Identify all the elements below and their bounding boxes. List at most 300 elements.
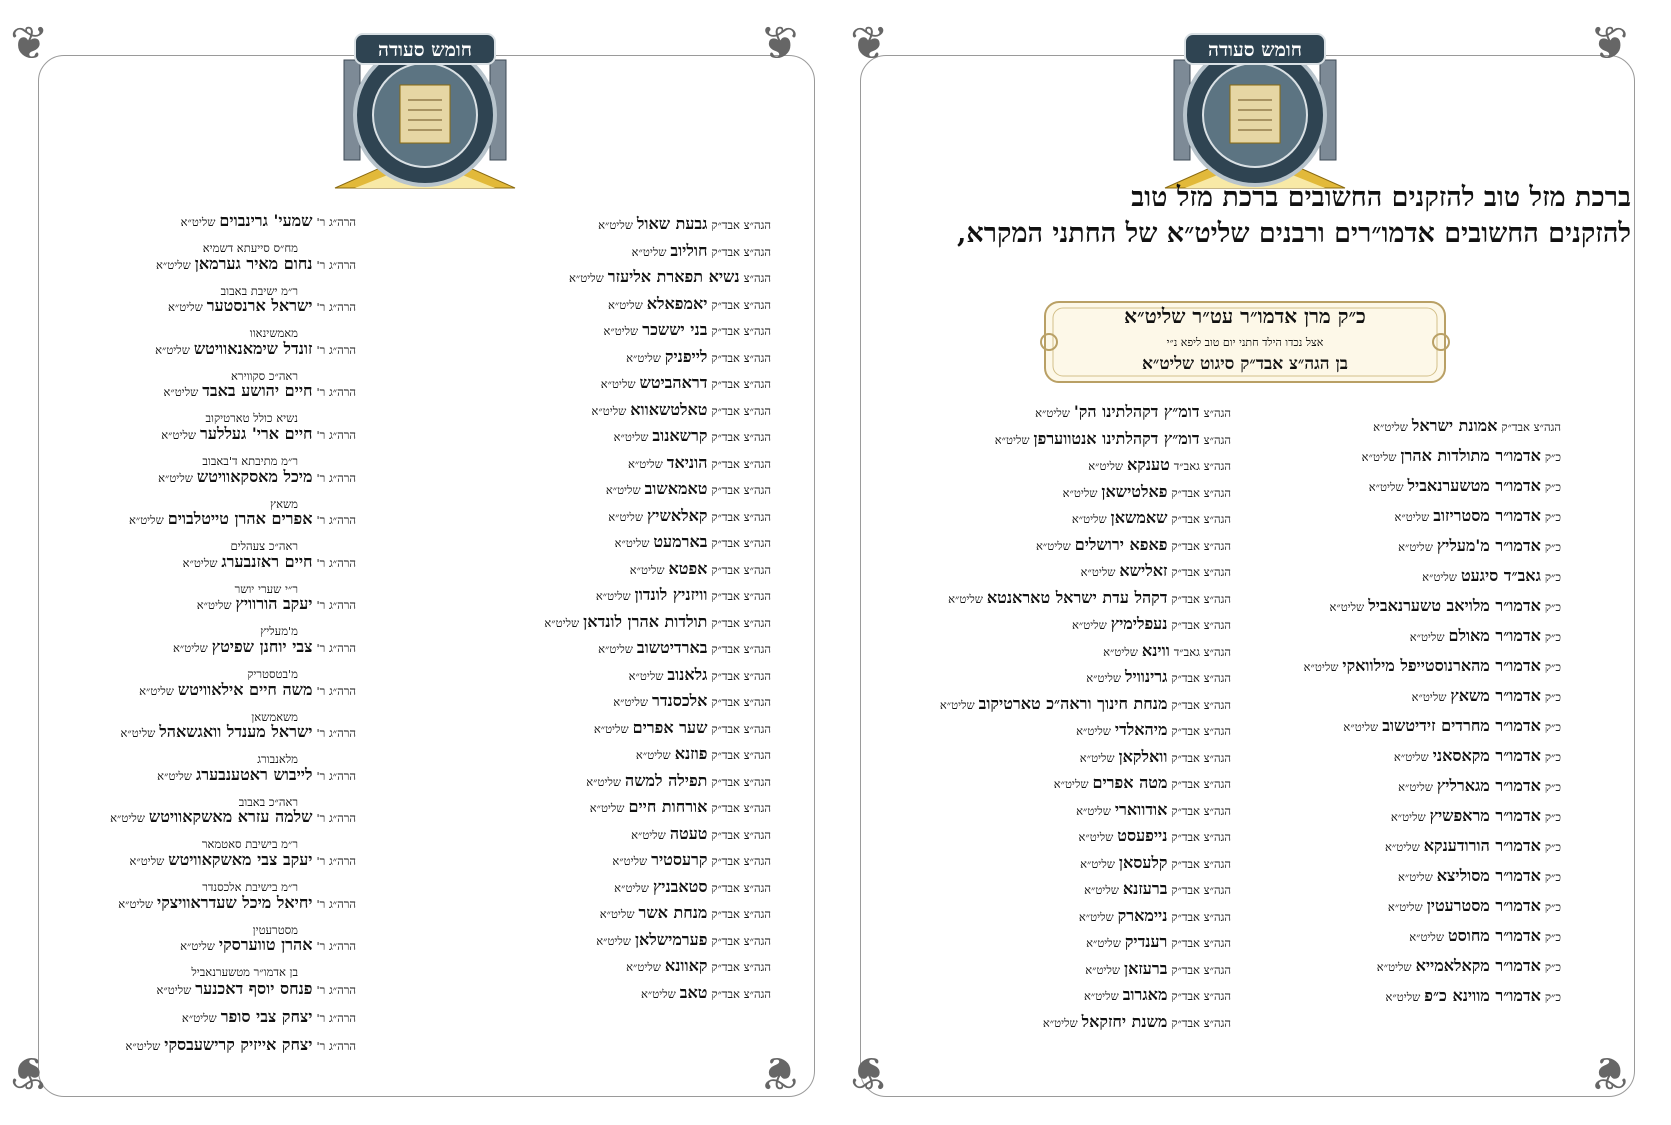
rabbi-name: חיים יהושע באבד	[202, 381, 313, 401]
honorific-suffix: שליט״א	[163, 385, 199, 400]
corner-flourish-icon: ❦	[850, 1046, 889, 1100]
rabbi-name: אדמו״ר מחוסט	[1447, 926, 1541, 945]
left-page-column-right	[471, 210, 771, 1005]
list-item	[911, 690, 1231, 717]
honorific-suffix: שליט״א	[593, 721, 629, 736]
list-item	[56, 804, 356, 852]
list-item	[471, 210, 771, 237]
honorific: הגה״צ אבד״ק	[1171, 750, 1231, 765]
list-item	[1241, 862, 1561, 892]
honorific: הגה״צ אבד״ק	[1171, 724, 1231, 738]
honorific-suffix: שליט״א	[603, 324, 639, 338]
honorific: הגה״צ אבד״ק	[1171, 618, 1231, 632]
honorific: כ״ק	[1544, 660, 1561, 674]
honorific-suffix: שליט״א	[1303, 660, 1339, 674]
honorific: הגה״צ אבד״ק	[1171, 830, 1231, 844]
honorific-suffix: שליט״א	[1387, 900, 1423, 914]
honorific: הגה״צ אבד״ק	[711, 562, 771, 577]
honorific-suffix: שליט״א	[1083, 989, 1119, 1003]
honorific-suffix: שליט״א	[1076, 724, 1111, 738]
honorific: הרה״ג ר'	[316, 853, 356, 868]
headline-line-1: ברכת מזל טוב להזקנים החשובים ברכת מזל טוב	[1131, 182, 1631, 213]
list-item	[471, 608, 771, 635]
honorific-suffix: שליט״א	[155, 342, 190, 357]
honorific-suffix: שליט״א	[1376, 960, 1412, 974]
rabbi-name: אפרים אהרן טייטלבוים	[167, 509, 313, 529]
list-item	[911, 478, 1231, 505]
rabbi-name: גרינוויל	[1125, 667, 1168, 686]
honorific: הרה״ג ר'	[316, 555, 356, 570]
honorific-suffix: שליט״א	[589, 801, 625, 815]
list-item	[56, 378, 356, 426]
honorific-suffix: שליט״א	[1398, 780, 1433, 794]
list-item	[911, 425, 1231, 452]
position-subtitle: ראה״כ סקווירא	[231, 368, 298, 383]
list-item	[56, 591, 356, 639]
rabbi-name: ניימארק	[1117, 905, 1168, 925]
honorific-suffix: שליט״א	[626, 960, 661, 974]
list-item	[471, 263, 771, 290]
position-subtitle: ר״מ בישיבת סאטמאר	[201, 837, 298, 852]
rabbi-name: מנחת חינוך וראה״כ טארטיקוב	[978, 693, 1168, 713]
list-item	[56, 251, 356, 298]
honorific-suffix: שליט״א	[631, 827, 666, 842]
rabbi-name: טאמאשוב	[644, 479, 708, 498]
list-item	[1241, 742, 1561, 772]
rabbi-name: מאגרוב	[1122, 985, 1168, 1004]
honorific-suffix: שליט״א	[158, 470, 193, 485]
list-item	[471, 528, 771, 555]
honorific: הגה״צ אבד״ק	[1171, 777, 1231, 791]
honorific-suffix: שליט״א	[128, 513, 164, 528]
rabbi-name: פנחס יוסף דאכנער	[195, 978, 313, 998]
honorific-suffix: שליט״א	[614, 880, 649, 895]
list-item	[1241, 472, 1561, 502]
rabbi-name: יאמפאלא	[646, 293, 708, 313]
list-item	[911, 796, 1231, 823]
honorific: הרה״ג ר'	[316, 470, 356, 485]
rabbi-name: תפילה למשה	[625, 770, 708, 790]
list-item	[56, 506, 356, 554]
list-item	[471, 820, 771, 847]
honorific-suffix: שליט״א	[1076, 803, 1111, 818]
honorific: כ״ק	[1544, 750, 1561, 764]
rabbi-name: משה חיים אילאוויטש	[177, 679, 313, 699]
corner-flourish-icon: ❦	[760, 16, 799, 70]
rabbi-name: קרעסטיר	[651, 850, 708, 869]
honorific: הגה״צ אבד״ק	[711, 377, 771, 391]
chumash-seudah-logo	[1160, 20, 1350, 190]
list-item	[56, 847, 356, 894]
honorific-suffix: שליט״א	[1393, 750, 1429, 764]
honorific-suffix: שליט״א	[125, 1038, 161, 1053]
rabbi-name: פאלטישאן	[1101, 481, 1168, 501]
honorific: הגה״צ אבד״ק	[711, 827, 771, 842]
rabbi-name: קאלאשיץ	[646, 505, 708, 525]
list-item	[471, 687, 771, 714]
honorific-suffix: שליט״א	[629, 562, 665, 577]
rabbi-name: נייפעסט	[1117, 826, 1168, 845]
honorific: הגה״צ אבד״ק	[711, 933, 771, 948]
honorific: הגה״צ אבד״ק	[1171, 485, 1231, 500]
honorific-suffix: שליט״א	[1042, 1015, 1078, 1030]
page-headline	[931, 180, 1631, 252]
position-subtitle: מח״ס סייעתא דשמיא	[202, 241, 298, 255]
list-item	[471, 290, 771, 317]
list-item	[1241, 562, 1561, 592]
rabbi-name: גבעת שאול	[636, 214, 708, 233]
honorific: הגה״צ	[1203, 432, 1231, 447]
dedication-cartouche	[1035, 296, 1455, 388]
honorific: הרה״ג ר'	[316, 598, 356, 613]
honorific: כ״ק	[1544, 510, 1561, 524]
honorific-suffix: שליט״א	[599, 907, 635, 921]
rabbi-name: יצחק אייזיק קרישעבסקי	[164, 1034, 313, 1054]
rabbi-name: אדמו״ר מסוליצא	[1436, 866, 1541, 885]
honorific: הגה״צ אבד״ק	[711, 403, 771, 418]
honorific-suffix: שליט״א	[613, 695, 648, 709]
list-item	[1241, 952, 1561, 982]
honorific-suffix: שליט״א	[641, 986, 676, 1001]
honorific-suffix: שליט״א	[118, 896, 153, 911]
list-item	[56, 975, 356, 1003]
honorific: הגה״צ אבד״ק	[711, 854, 771, 868]
rabbi-name: מנחת אשר	[638, 903, 708, 922]
list-item	[471, 767, 771, 794]
headline-line-2: להזקנים החשובים אדמו״רים ורבנים שליט״א של החתני המקרא,	[957, 218, 1631, 249]
cartouche-subtitle: אצל נכדו הילד חתני יום טוב ליפא נ״י	[1166, 336, 1324, 349]
honorific: הגה״צ אבד״ק	[1171, 962, 1231, 977]
list-item	[911, 902, 1231, 929]
list-item	[56, 421, 356, 468]
honorific: כ״ק	[1544, 450, 1561, 464]
rabbi-name: פערמישלאן	[634, 929, 708, 949]
rabbi-name: סטאבניץ	[652, 876, 708, 896]
position-subtitle: מאמשינאוו	[249, 326, 298, 341]
list-item	[1241, 532, 1561, 562]
list-item	[1241, 502, 1561, 532]
honorific-suffix: שליט״א	[1394, 510, 1430, 524]
rabbi-name: אורחות חיים	[628, 797, 708, 816]
honorific: הגה״צ אבד״ק	[1171, 697, 1231, 712]
rabbi-name: אדמו״ר מסטרעטין	[1426, 896, 1541, 915]
honorific-suffix: שליט״א	[139, 683, 174, 698]
rabbi-name: אדמו״ר מהארנוסטייפל מילוואקי	[1342, 656, 1541, 675]
rabbi-name: יעקב הורוויץ	[235, 594, 313, 614]
position-subtitle: ר״מ בישיבת אלכסנדר	[202, 879, 298, 894]
rabbi-name: חיים ראזנבערג	[221, 551, 313, 571]
position-subtitle: בן אדמו״ר מטשערנאביל	[191, 965, 298, 980]
rabbi-name: לייפניק	[664, 346, 708, 366]
list-item	[1241, 682, 1561, 712]
list-item	[1241, 922, 1561, 952]
list-item	[56, 634, 356, 681]
honorific-suffix: שליט״א	[1035, 538, 1071, 553]
list-item	[911, 398, 1231, 425]
honorific-suffix: שליט״א	[1422, 570, 1457, 584]
rabbi-name: ישראל מענדל וואגשאהל	[159, 722, 313, 742]
honorific: הגה״צ אבד״ק	[711, 774, 771, 789]
honorific: הגה״צ אבד״ק	[1501, 420, 1561, 434]
honorific-suffix: שליט״א	[196, 598, 232, 613]
rabbi-name: טעטה	[669, 823, 708, 843]
honorific: הגה״צ אבד״ק	[711, 986, 771, 1001]
honorific-suffix: שליט״א	[608, 509, 643, 524]
honorific: הרה״ג ר'	[316, 896, 356, 911]
honorific-suffix: שליט״א	[544, 615, 580, 630]
rabbi-name: אלכסנדר	[651, 691, 708, 710]
honorific-suffix: שליט״א	[1035, 406, 1070, 420]
rabbi-name: שער אפרים	[632, 717, 708, 737]
rabbi-name: חיים ארי' געללער	[200, 423, 313, 443]
honorific: הרה״ג ר'	[316, 300, 356, 315]
list-item	[471, 952, 771, 979]
honorific-suffix: שליט״א	[1103, 644, 1138, 659]
list-item	[471, 661, 771, 688]
honorific: הגה״צ אבד״ק	[1171, 856, 1231, 871]
honorific-suffix: שליט״א	[1088, 459, 1124, 473]
rabbi-name: אדמו״ר מסטריזוב	[1433, 506, 1541, 525]
honorific-suffix: שליט״א	[1390, 810, 1426, 824]
honorific: הרה״ג ר'	[316, 768, 356, 783]
position-subtitle: ראה״כ באבוב	[238, 794, 298, 809]
honorific-suffix: שליט״א	[1078, 830, 1114, 844]
list-item	[471, 634, 771, 661]
list-item	[911, 610, 1231, 637]
chumash-seudah-logo	[330, 20, 520, 190]
list-item	[911, 531, 1231, 558]
honorific: הרה״ג ר'	[316, 427, 356, 442]
rabbi-name: תולדות אהרן לונדאן	[583, 611, 708, 631]
honorific: הרה״ג ר'	[316, 640, 356, 655]
corner-flourish-icon: ❦	[10, 1046, 49, 1100]
honorific-suffix: שליט״א	[110, 811, 145, 826]
honorific: כ״ק	[1544, 690, 1561, 704]
cartouche-footer: בן הגה״צ אבד״ק סיגוט שליט״א	[1141, 354, 1349, 374]
list-item	[56, 932, 356, 980]
honorific-suffix: שליט״א	[596, 933, 631, 948]
honorific-suffix: שליט״א	[181, 1010, 217, 1025]
rabbi-name: דראהביטש	[639, 373, 708, 392]
list-item	[471, 422, 771, 449]
rabbi-name: אמונת ישראל	[1411, 416, 1498, 435]
list-item	[1241, 982, 1561, 1012]
position-subtitle: מ'בטסטריק	[247, 666, 298, 681]
corner-flourish-icon: ❦	[10, 16, 49, 70]
rabbi-name: לייבוש ראטענבערג	[195, 764, 313, 784]
rabbi-name: שמעי' גרינבוים	[219, 211, 313, 230]
honorific: כ״ק	[1544, 930, 1561, 944]
list-item	[911, 981, 1231, 1008]
rabbi-name: אהרן טווערסקי	[218, 935, 313, 955]
list-item	[1241, 622, 1561, 652]
rabbi-name: רענדיק	[1124, 932, 1168, 951]
honorific: הרה״ג ר'	[316, 939, 356, 954]
honorific: הגה״צ אבד״ק	[1171, 591, 1231, 606]
position-subtitle: ראה״כ צעהלים	[230, 539, 298, 554]
list-item	[911, 584, 1231, 611]
honorific-suffix: שליט״א	[1343, 720, 1379, 734]
honorific-suffix: שליט״א	[1409, 930, 1444, 944]
honorific-suffix: שליט״א	[595, 589, 631, 603]
list-item	[911, 875, 1231, 902]
honorific: הגה״צ אבד״ק	[711, 642, 771, 656]
list-item	[911, 743, 1231, 770]
honorific: הרה״ג ר'	[316, 982, 356, 997]
logo-banner-text: חומש סעודה	[1208, 39, 1302, 61]
list-item	[56, 1003, 356, 1031]
list-item	[56, 336, 356, 383]
list-item	[911, 928, 1231, 955]
logo-banner-text: חומש סעודה	[378, 39, 472, 61]
honorific-suffix: שליט״א	[1398, 870, 1433, 884]
rabbi-name: אדמו״ר מקאסאני	[1432, 746, 1541, 765]
list-item	[471, 926, 771, 953]
rabbi-name: ברעזנא	[1122, 879, 1168, 898]
honorific-suffix: שליט״א	[129, 853, 165, 868]
honorific-suffix: שליט״א	[1062, 485, 1098, 500]
honorific-suffix: שליט״א	[1086, 936, 1121, 950]
rabbi-name: נשיא תפארת אליעזר	[607, 267, 740, 286]
list-item	[911, 716, 1231, 743]
list-item	[471, 581, 771, 608]
honorific: הגה״צ אבד״ק	[711, 748, 771, 762]
honorific: כ״ק	[1544, 630, 1561, 644]
honorific-suffix: שליט״א	[1373, 420, 1408, 434]
rabbi-name: אדמו״ר מטשערנאביל	[1407, 476, 1541, 495]
honorific-suffix: שליט״א	[591, 403, 627, 418]
honorific-suffix: שליט״א	[1080, 856, 1115, 871]
rabbi-name: זאלישא	[1119, 561, 1168, 580]
list-item	[56, 293, 356, 341]
list-item	[471, 873, 771, 900]
honorific-suffix: שליט״א	[161, 427, 197, 442]
list-item	[471, 343, 771, 370]
position-subtitle: נשיא כולל טארטיקוב	[205, 411, 298, 426]
list-item	[911, 849, 1231, 876]
position-subtitle: ר״י שערי יושר	[234, 581, 298, 596]
position-subtitle: משאמשאן	[251, 709, 298, 724]
honorific: הגה״צ אבד״ק	[1171, 909, 1231, 924]
corner-flourish-icon: ❦	[1590, 1046, 1629, 1100]
honorific: הגה״צ גאב״ד	[1173, 644, 1231, 659]
list-item	[1241, 712, 1561, 742]
honorific-suffix: שליט״א	[939, 697, 975, 712]
honorific-suffix: שליט״א	[1361, 450, 1397, 464]
rabbi-name: נעפלימיץ	[1110, 614, 1168, 633]
rabbi-name: אדמו״ר מווינא כ״פ	[1424, 986, 1541, 1005]
list-item	[1241, 772, 1561, 802]
honorific: כ״ק	[1544, 870, 1561, 884]
list-item	[56, 208, 356, 255]
honorific: הגה״צ אבד״ק	[711, 350, 771, 365]
honorific-suffix: שליט״א	[612, 854, 648, 868]
rabbi-name: אדמו״ר הורודענקא	[1423, 836, 1541, 855]
rabbi-name: פוזנא	[674, 744, 708, 763]
honorific-suffix: שליט״א	[156, 982, 192, 997]
honorific: הגה״צ אבד״ק	[1171, 883, 1231, 897]
rabbi-name: דומ״ץ דקהלתינו הק'	[1073, 402, 1200, 421]
honorific-suffix: שליט״א	[1411, 690, 1447, 704]
honorific: כ״ק	[1544, 600, 1561, 614]
honorific: כ״ק	[1544, 540, 1561, 554]
rabbi-name: שלמה עזרא מאשקאוויטש	[148, 807, 313, 827]
honorific-suffix: שליט״א	[1071, 512, 1107, 526]
left-page-column-left	[56, 208, 356, 1059]
honorific: הגה״צ אבד״ק	[711, 297, 771, 312]
list-item	[56, 677, 356, 724]
list-item	[56, 762, 356, 809]
list-item	[471, 475, 771, 502]
list-item	[911, 955, 1231, 982]
list-item	[911, 663, 1231, 690]
rabbi-name: ברעזאן	[1123, 958, 1168, 978]
list-item	[1241, 592, 1561, 622]
rabbi-name: אדמו״ר מגארליץ	[1436, 776, 1541, 795]
corner-flourish-icon: ❦	[760, 1046, 799, 1100]
list-item	[471, 979, 771, 1006]
honorific-suffix: שליט״א	[182, 555, 218, 570]
honorific: כ״ק	[1544, 810, 1561, 824]
position-subtitle: ר״מ מתיבתא ד'באבוב	[202, 453, 298, 468]
rabbi-name: הוניאד	[666, 452, 708, 472]
honorific-suffix: שליט״א	[598, 642, 633, 656]
rabbi-name: אדמו״ר מקאלאמייא	[1415, 956, 1541, 975]
corner-flourish-icon: ❦	[850, 16, 889, 70]
honorific-suffix: שליט״א	[1085, 962, 1120, 977]
rabbi-name: אדמו״ר מראפשיץ	[1429, 806, 1541, 825]
honorific: כ״ק	[1544, 840, 1561, 854]
honorific: הגה״צ אבד״ק	[711, 907, 771, 921]
honorific: הרה״ג ר'	[316, 1010, 356, 1025]
list-item	[471, 714, 771, 741]
honorific: הרה״ג ר'	[316, 513, 356, 528]
rabbi-name: אדמו״ר מ'מעליץ	[1436, 536, 1541, 555]
honorific-suffix: שליט״א	[155, 257, 191, 272]
honorific-suffix: שליט״א	[586, 774, 621, 789]
honorific: כ״ק	[1544, 780, 1561, 794]
list-item	[1241, 652, 1561, 682]
list-item	[911, 637, 1231, 664]
rabbi-name: גאב״ד סיגעט	[1460, 566, 1541, 585]
right-page-column-left	[911, 398, 1231, 1034]
honorific: הגה״צ אבד״ק	[711, 324, 771, 338]
honorific-suffix: שליט״א	[613, 430, 649, 444]
honorific: הגה״צ אבד״ק	[711, 218, 771, 232]
list-item	[56, 1031, 356, 1059]
honorific: הגה״צ אבד״ק	[711, 244, 771, 259]
rabbi-name: יחיאל מיכל שעדראוויצקי	[157, 892, 313, 912]
honorific-suffix: שליט״א	[568, 271, 604, 285]
rabbi-name: טאב	[679, 982, 708, 1002]
honorific-suffix: שליט״א	[598, 218, 633, 232]
honorific-suffix: שליט״א	[948, 591, 983, 606]
rabbi-name: נחום מאיר גערמאן	[194, 253, 313, 273]
rabbi-name: גלאנוב	[667, 664, 708, 684]
honorific: הגה״צ אבד״ק	[711, 668, 771, 683]
rabbi-name: מיהאלדי	[1114, 720, 1168, 739]
rabbi-name: אפטא	[668, 558, 708, 578]
honorific: כ״ק	[1544, 720, 1561, 734]
list-item	[471, 237, 771, 264]
rabbi-name: ישראל ארנסטער	[206, 296, 313, 316]
honorific-suffix: שליט״א	[120, 726, 156, 741]
rabbi-name: טאלטשאווא	[630, 399, 708, 419]
position-subtitle: משאץ	[270, 496, 298, 511]
list-item	[56, 464, 356, 511]
list-item	[471, 316, 771, 343]
rabbi-name: אדמו״ר מלויאב טשערנאביל	[1368, 596, 1541, 615]
